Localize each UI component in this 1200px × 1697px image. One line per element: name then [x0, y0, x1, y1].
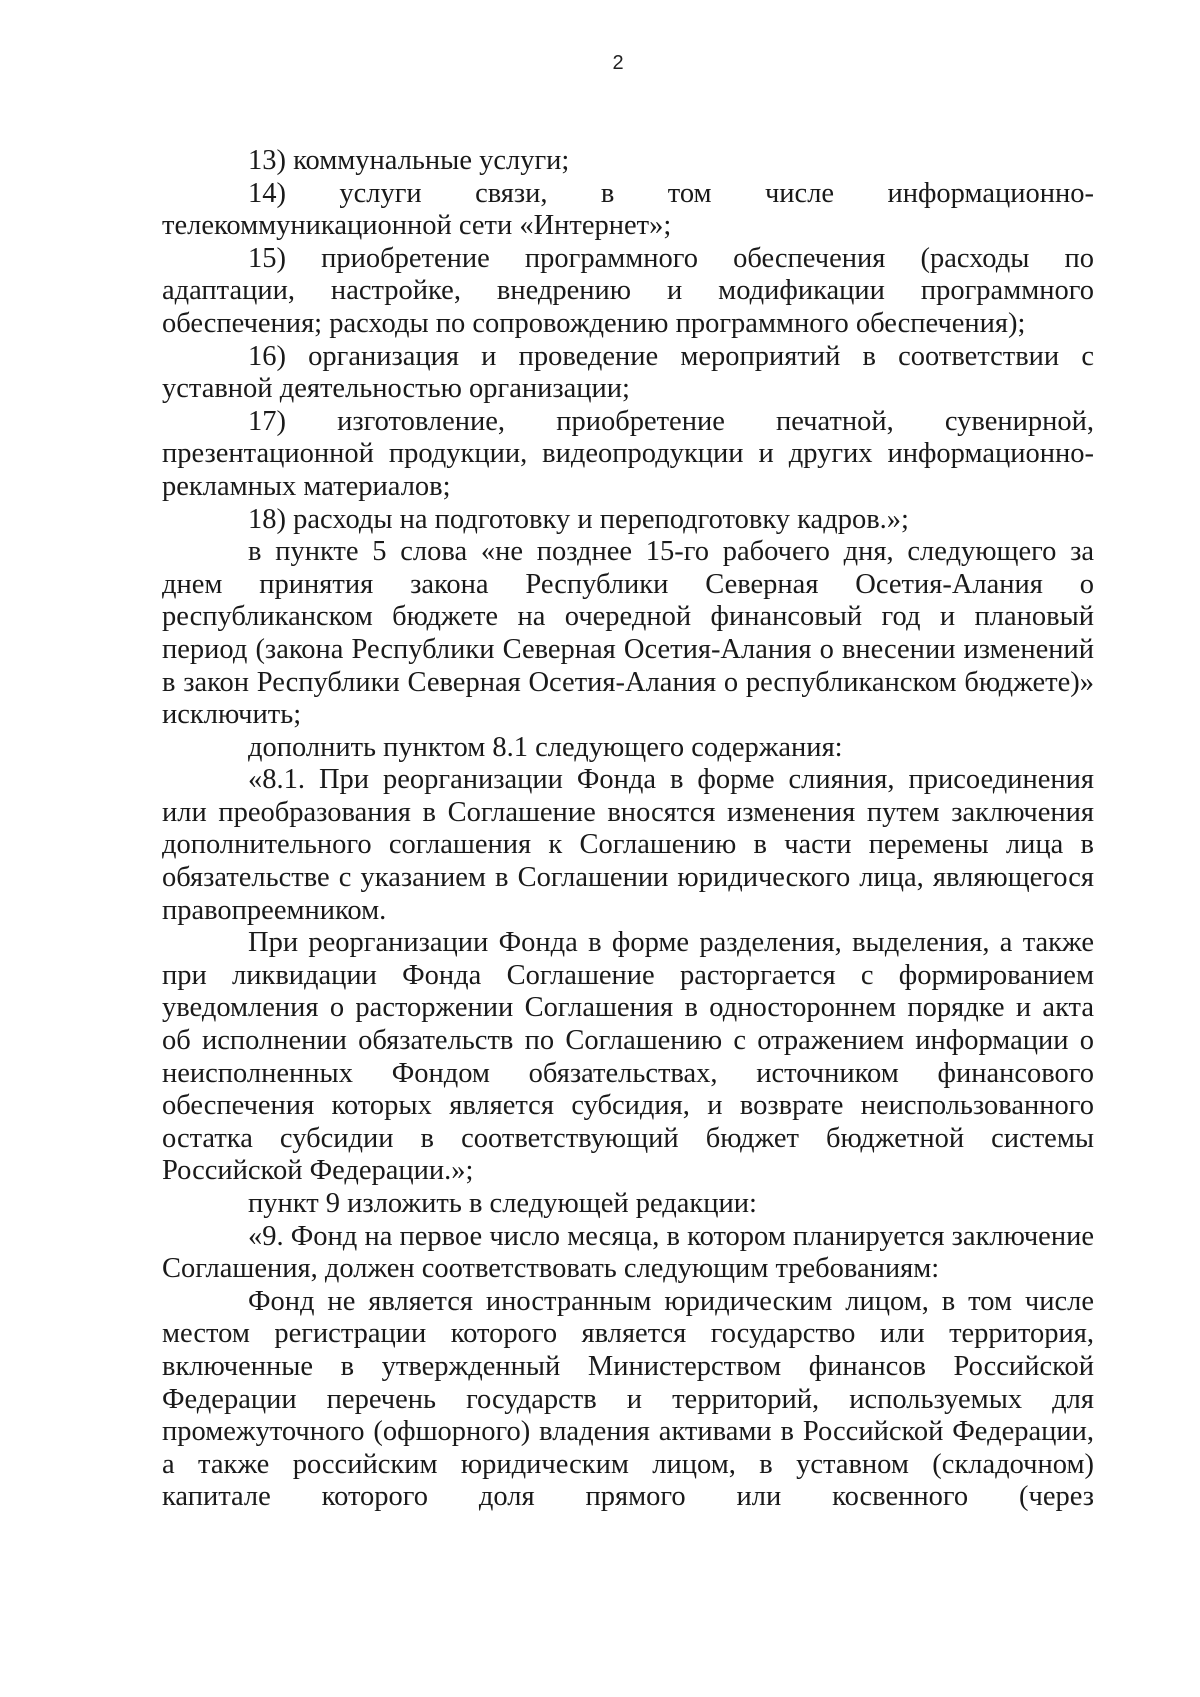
paragraph-requirements: Фонд не является иностранным юридическим лицом, в том числе местом регистрации которого является государство или территория, включенные в утвержденный Министерством финансов Российской Федерации перечень государств и территорий, используемых для промежуточного (офшорного) владения активами в Российской Федерации, а также российским юридическим лицом, в уставном (складочном) капитале которого доля прямого или косвенного (через — [162, 1285, 1094, 1513]
paragraph-item-14: 14) услуги связи, в том числе информационно-телекоммуникационной сети «Интернет»; — [162, 177, 1094, 242]
document-body — [162, 145, 1094, 1514]
paragraph-item-16: 16) организация и проведение мероприятий в соответствии с уставной деятельностью организации; — [162, 340, 1094, 405]
paragraph-item-18: 18) расходы на подготовку и переподготовку кадров.»; — [248, 503, 909, 535]
paragraph-item-13: 13) коммунальные услуги; — [248, 145, 570, 176]
paragraph-item-15: 15) приобретение программного обеспечения (расходы по адаптации, настройке, внедрению и модификации программного обеспечения; расходы по сопровождению программного обеспечения); — [162, 242, 1094, 339]
paragraph-8-1-text: «8.1. При реорганизации Фонда в форме слияния, присоединения или преобразования в Соглашение вносятся изменения путем заключения дополнительного соглашения к Соглашению в части перемены лица в обязательстве с указанием в Соглашении юридического лица, являющегося правопреемником. — [162, 764, 1094, 926]
paragraph-8-1-liquidation: При реорганизации Фонда в форме разделения, выделения, а также при ликвидации Фонда Соглашение расторгается с формированием уведомления о расторжении Соглашения в одностороннем порядке и акта об исполнении обязательств по Соглашению с отражением информации о неисполненных Фондом обязательствах, источником финансового обеспечения которых является субсидия, и возврате неиспользованного остатка субсидии в соответствующий бюджет бюджетной системы Российской Федерации.»; — [162, 927, 1094, 1187]
paragraph-add-8-1-intro: дополнить пунктом 8.1 следующего содержания: — [248, 731, 843, 763]
paragraph-item-17: 17) изготовление, приобретение печатной, сувенирной, презентационной продукции, видеопродукции и других информационно-рекламных материалов; — [162, 405, 1094, 502]
paragraph-point-9-intro: пункт 9 изложить в следующей редакции: — [248, 1188, 757, 1219]
paragraph-point-9-text: «9. Фонд на первое число месяца, в котором планируется заключение Соглашения, должен соответствовать следующим требованиям: — [162, 1220, 1094, 1285]
paragraph-point-5-amendment: в пункте 5 слова «не позднее 15-го рабочего дня, следующего за днем принятия закона Республики Северная Осетия-Алания о республиканском бюджете на очередной финансовый год и плановый период (закона Республики Северная Осетия-Алания о внесении изменений в закон Республики Северная Осетия-Алания о республиканском бюджете)» исключить; — [162, 536, 1094, 731]
page-number: 2 — [612, 52, 624, 74]
